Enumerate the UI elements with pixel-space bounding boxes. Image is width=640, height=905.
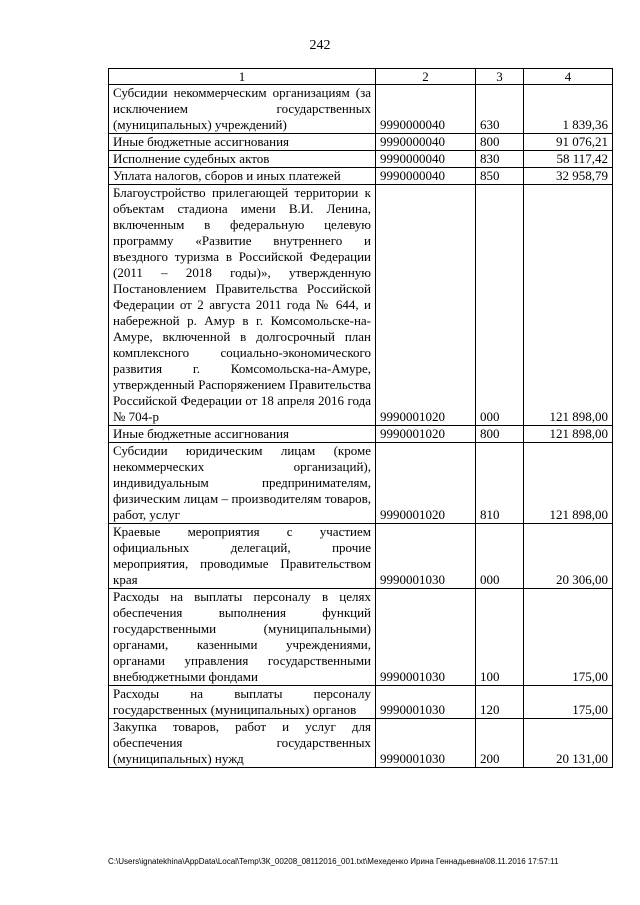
row-amount: 121 898,00: [524, 426, 613, 443]
row-name: Закупка товаров, работ и услуг для обеспечения государственных (муниципальных) нужд: [109, 719, 376, 768]
row-type: 630: [476, 85, 524, 134]
row-name: Краевые мероприятия с участием официальных делегаций, прочие мероприятия, проводимые Правительством края: [109, 524, 376, 589]
row-name: Расходы на выплаты персоналу в целях обеспечения выполнения функций государственными (муниципальными) органами, казенными учреждениями, органами управления государственными внебюджетными фондами: [109, 589, 376, 686]
row-type: 000: [476, 524, 524, 589]
row-amount: 20 131,00: [524, 719, 613, 768]
footer-file-path: C:\Users\ignatekhina\AppData\Local\Temp\ЗК_00208_08112016_001.txt\Мехеденко Ирина Геннадьевна\08.11.2016 17:57:11: [108, 857, 559, 866]
table-row: [109, 443, 613, 524]
row-code: 9990001020: [376, 443, 476, 524]
header-col-4: 4: [524, 69, 613, 85]
table-row: [109, 719, 613, 768]
row-code: 9990001030: [376, 524, 476, 589]
row-amount: 121 898,00: [524, 185, 613, 426]
row-name: Благоустройство прилегающей территории к объектам стадиона имени В.И. Ленина, включенным в федеральную целевую программу «Развитие внутреннего и въездного туризма в Российской Федерации (2011 – 2018 годы)», утвержденную Постановлением Правительства Российской Федерации от 2 августа 2011 года № 644, и набережной р. Амур в г. Комсомольске-на-Амуре, включенной в долгосрочный план комплексного социально-экономического развития г. Комсомольска-на-Амуре, утвержденный Распоряжением Правительства Российской Федерации от 18 апреля 2016 года № 704-р: [109, 185, 376, 426]
row-code: 9990001030: [376, 719, 476, 768]
row-amount: 20 306,00: [524, 524, 613, 589]
table-row: [109, 185, 613, 426]
row-amount: 175,00: [524, 589, 613, 686]
row-amount: 58 117,42: [524, 151, 613, 168]
table-row: [109, 524, 613, 589]
table-row: [109, 426, 613, 443]
row-type: 830: [476, 151, 524, 168]
row-type: 120: [476, 686, 524, 719]
row-code: 9990001030: [376, 589, 476, 686]
budget-table: [108, 68, 613, 768]
row-name: Уплата налогов, сборов и иных платежей: [109, 168, 376, 185]
header-col-2: 2: [376, 69, 476, 85]
table-row: [109, 151, 613, 168]
row-code: 9990001030: [376, 686, 476, 719]
row-code: 9990001020: [376, 185, 476, 426]
header-col-3: 3: [476, 69, 524, 85]
header-col-1: 1: [109, 69, 376, 85]
row-name: Иные бюджетные ассигнования: [109, 426, 376, 443]
row-name: Иные бюджетные ассигнования: [109, 134, 376, 151]
row-code: 9990000040: [376, 134, 476, 151]
row-code: 9990000040: [376, 85, 476, 134]
row-type: 100: [476, 589, 524, 686]
row-type: 800: [476, 426, 524, 443]
row-name: Субсидии некоммерческим организациям (за исключением государственных (муниципальных) учреждений): [109, 85, 376, 134]
table-row: [109, 686, 613, 719]
table-row: [109, 134, 613, 151]
page-number: 242: [309, 38, 331, 53]
row-code: 9990001020: [376, 426, 476, 443]
row-type: 850: [476, 168, 524, 185]
row-type: 200: [476, 719, 524, 768]
table-row: [109, 589, 613, 686]
row-amount: 121 898,00: [524, 443, 613, 524]
row-name: Субсидии юридическим лицам (кроме некоммерческих организаций), индивидуальным предпринимателям, физическим лицам – производителям товаров, работ, услуг: [109, 443, 376, 524]
row-name: Расходы на выплаты персоналу государственных (муниципальных) органов: [109, 686, 376, 719]
row-amount: 175,00: [524, 686, 613, 719]
row-code: 9990000040: [376, 151, 476, 168]
row-code: 9990000040: [376, 168, 476, 185]
table-header-row: [109, 69, 613, 85]
table-row: [109, 85, 613, 134]
row-amount: 32 958,79: [524, 168, 613, 185]
row-type: 000: [476, 185, 524, 426]
row-amount: 1 839,36: [524, 85, 613, 134]
row-type: 800: [476, 134, 524, 151]
row-amount: 91 076,21: [524, 134, 613, 151]
table-row: [109, 168, 613, 185]
row-type: 810: [476, 443, 524, 524]
row-name: Исполнение судебных актов: [109, 151, 376, 168]
